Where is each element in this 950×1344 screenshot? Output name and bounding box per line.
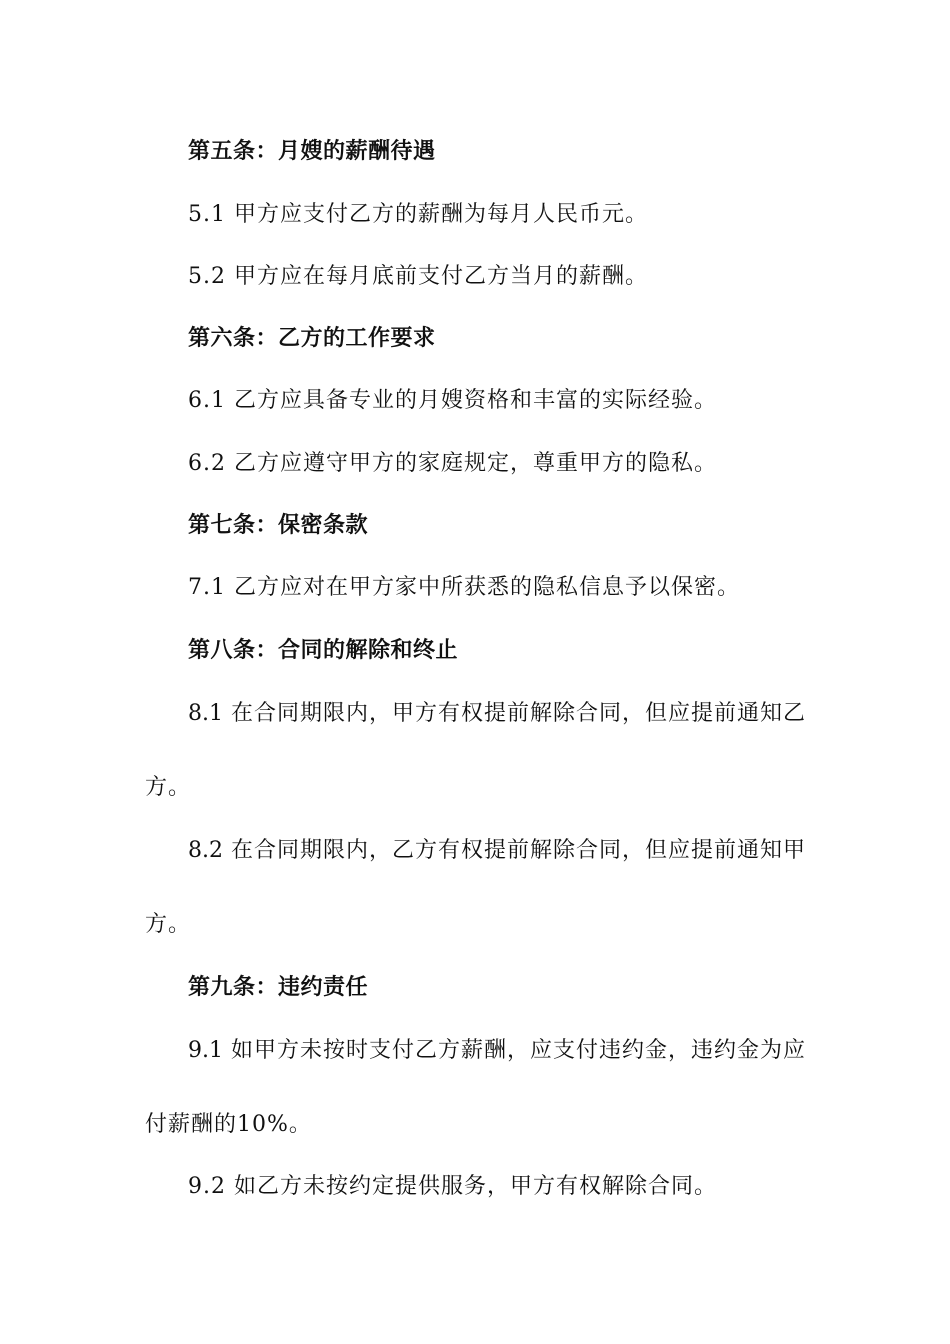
section-heading-8: 第八条：合同的解除和终止 [188, 638, 459, 663]
clause-6-1: 6.1 乙方应具备专业的月嫂资格和丰富的实际经验。 [188, 388, 717, 413]
clause-8-1-line2: 方。 [145, 775, 192, 800]
clause-6-2: 6.2 乙方应遵守甲方的家庭规定，尊重甲方的隐私。 [188, 451, 717, 476]
clause-9-1-line2: 付薪酬的10%。 [145, 1112, 312, 1137]
clause-8-2-line2: 方。 [145, 912, 192, 937]
section-heading-5: 第五条：月嫂的薪酬待遇 [188, 139, 436, 164]
clause-9-1-line1: 9.1 如甲方未按时支付乙方薪酬，应支付违约金，违约金为应 [188, 1038, 805, 1063]
clause-8-2-line1: 8.2 在合同期限内，乙方有权提前解除合同，但应提前通知甲 [188, 838, 805, 863]
section-heading-6: 第六条：乙方的工作要求 [188, 326, 436, 351]
clause-8-1-line1: 8.1 在合同期限内，甲方有权提前解除合同，但应提前通知乙 [188, 701, 805, 726]
clause-5-1: 5.1 甲方应支付乙方的薪酬为每月人民币元。 [188, 202, 648, 227]
section-heading-7: 第七条：保密条款 [188, 513, 369, 538]
clause-7-1: 7.1 乙方应对在甲方家中所获悉的隐私信息予以保密。 [188, 575, 740, 600]
clause-5-2: 5.2 甲方应在每月底前支付乙方当月的薪酬。 [188, 264, 648, 289]
clause-9-2: 9.2 如乙方未按约定提供服务，甲方有权解除合同。 [188, 1174, 717, 1199]
section-heading-9: 第九条：违约责任 [188, 975, 369, 1000]
